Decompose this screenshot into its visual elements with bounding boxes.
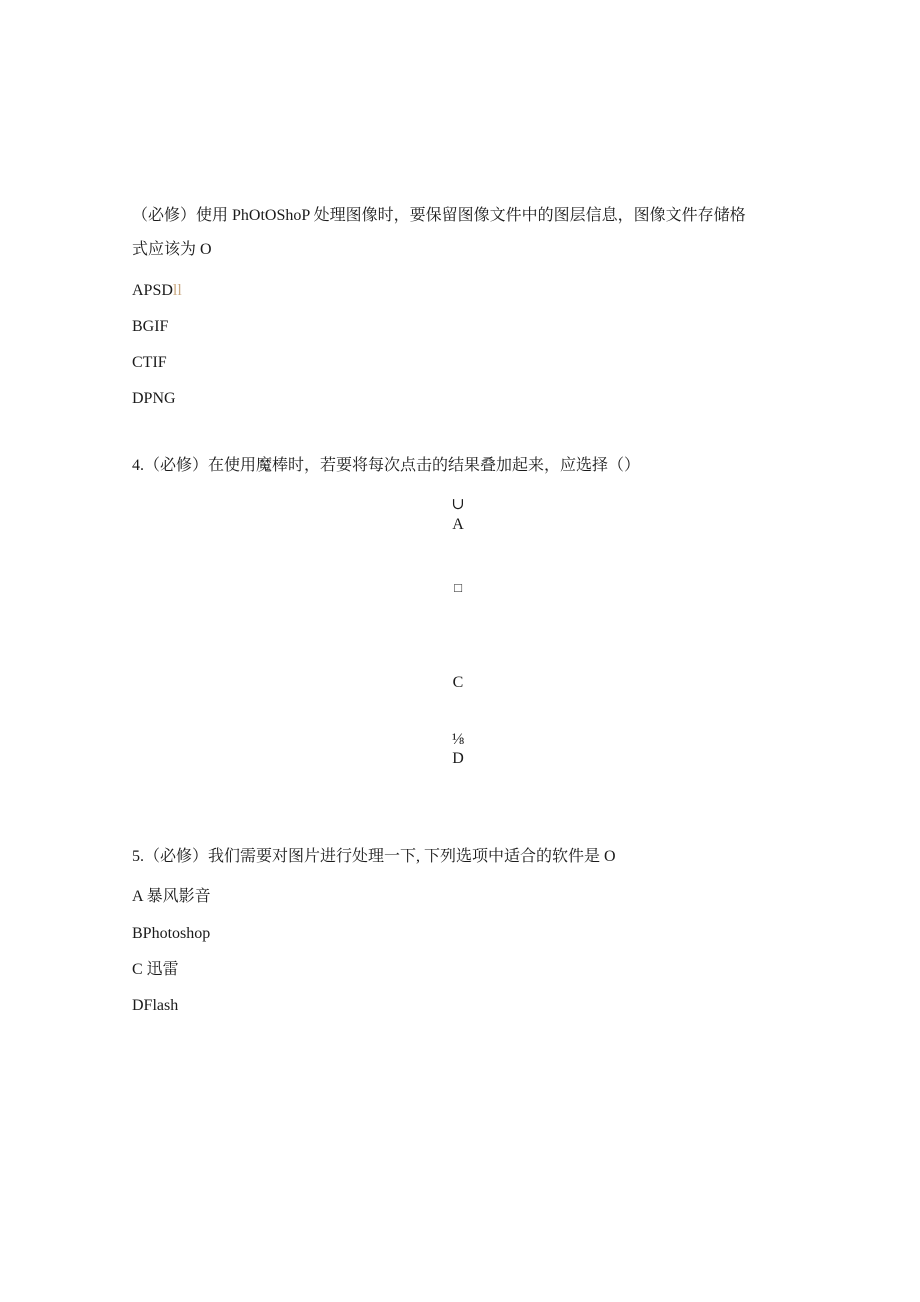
question-4-stem: 4.（必修）在使用魔棒时，若要将每次点击的结果叠加起来，应选择（） xyxy=(132,457,641,474)
question-4-option-b-symbol: □ xyxy=(454,580,462,595)
question-3-option-b: BGIF xyxy=(132,318,169,335)
question-3-stem-line-2: 式应该为 O xyxy=(132,241,212,258)
question-3-option-d: DPNG xyxy=(132,390,176,407)
question-3-option-c: CTIF xyxy=(132,354,167,371)
question-5-option-c: C 迅雷 xyxy=(132,961,179,978)
question-3-option-a xyxy=(132,281,182,301)
option-a-text: APSD xyxy=(132,282,173,299)
option-a-mark: ll xyxy=(172,282,182,299)
question-4-option-d-symbol: ⅛ xyxy=(452,731,464,748)
question-5-option-a: A 暴风影音 xyxy=(132,888,211,905)
question-4-option-a-symbol: ∪ xyxy=(451,496,465,513)
question-4-option-a-letter: A xyxy=(452,516,464,533)
question-5-option-d: DFlash xyxy=(132,997,179,1014)
question-3-stem-line-1: （必修）使用 PhOtOShoP 处理图像时，要保留图像文件中的图层信息，图像文件存储格 xyxy=(132,207,746,224)
question-5-option-b: BPhotoshop xyxy=(132,925,211,942)
question-4-option-d-letter: D xyxy=(452,750,464,767)
question-5-stem: 5.（必修）我们需要对图片进行处理一下, 下列选项中适合的软件是 O xyxy=(132,848,616,865)
question-4-option-c-letter: C xyxy=(452,674,464,691)
